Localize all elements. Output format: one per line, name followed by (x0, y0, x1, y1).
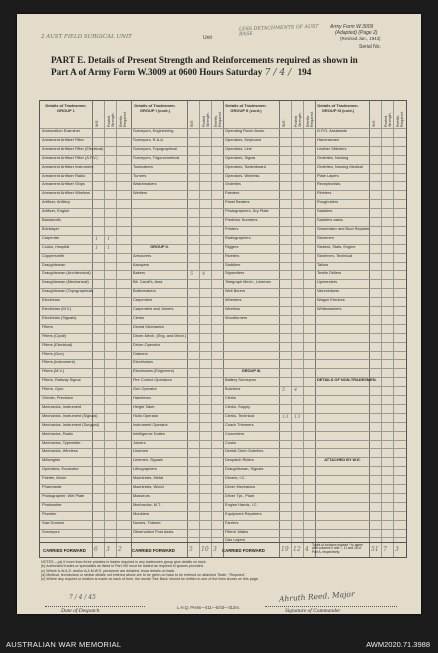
handwritten-count: 1 (107, 235, 111, 242)
trade-row-label: Upmenders (317, 279, 338, 285)
trade-row-label: Tailors (317, 261, 329, 267)
row-divider (40, 324, 406, 325)
carried-forward-value: 2 (118, 546, 122, 553)
trade-row-label: Armament Artificer Fitter (A.F.V.) (42, 154, 98, 160)
row-divider (40, 404, 406, 405)
handwritten-count: 1 (107, 244, 111, 251)
trade-row-label: G.P.O. Assistants (317, 128, 347, 133)
trade-row-label: Stokers, Stats. Engine (317, 243, 356, 249)
trade-row-label: Surveyors, R.A.A. (133, 136, 164, 142)
unit-handwritten: 2 AUST FIELD SURGICAL UNIT (41, 34, 132, 40)
trade-row-label: Pharmacist (42, 484, 62, 489)
trade-row-label: Textile Drillers (317, 270, 342, 276)
trade-row-label: Fitters (Gun) (42, 350, 64, 356)
handwritten-count: 5 (190, 271, 194, 278)
trade-row-label: Armament Artificer Fitter (Electrical) (42, 145, 104, 151)
row-divider (40, 448, 406, 449)
note-e: (e) Where any request or relation is made on back of form, the words 'See Back' should be written in one of the lines shown on this page. (41, 577, 259, 582)
trade-row-label: Storemen (317, 234, 334, 240)
trade-row-label: Shoemaker and Boot Repairer (317, 225, 370, 231)
serial-label: Serial No. (359, 44, 381, 50)
trade-row-label: Operators, Keyboard (225, 136, 262, 142)
trade-row-label: Printers (225, 225, 239, 231)
column-divider (211, 101, 212, 557)
trade-row-label: Machinists, Wood (133, 484, 164, 489)
trade-row-label: Clerks (133, 314, 145, 320)
trade-row-label: Surveyors, Engineering (133, 128, 174, 133)
trade-row-label: Woodturners (225, 314, 248, 320)
signature-label: Signature of Commander (285, 608, 341, 614)
title-line-1: PART E. Details of Present Strength and Reinforcements required as shown in (51, 55, 358, 65)
column-divider (199, 101, 200, 557)
trade-row-label: Wheelers (225, 297, 242, 303)
trade-row-label: Farriers (225, 519, 239, 525)
despatch-date-line (45, 606, 145, 607)
carried-forward-row (40, 542, 406, 558)
col-head-reinf: Reinfts. Required. (214, 111, 222, 127)
trade-row-label: GROUP II. (150, 243, 169, 249)
trade-row-label: Ammunition Examiner (42, 128, 81, 133)
carried-forward-value: 19 (281, 546, 289, 553)
trade-row-label: Riggers (225, 243, 239, 249)
trade-row-label: Clerks (225, 395, 237, 400)
trade-row-label: Height Taker (133, 403, 155, 409)
group-divider (315, 101, 316, 557)
col-head-posted: Posted Strength. (294, 112, 302, 127)
form-ref: Army Form W.3009 (330, 24, 374, 30)
trade-row-label: ATTACHED BY W.E. (324, 457, 361, 463)
group-divider (131, 101, 132, 557)
trade-row-label: Storemen, Technical (317, 252, 353, 258)
trade-row-label: Intelligence Duties (133, 430, 165, 436)
column-divider (116, 101, 117, 557)
trade-row-label: Roughriders (317, 199, 339, 205)
carried-forward-value: 4 (305, 546, 309, 553)
trade-row-label: Whitewashers (317, 306, 342, 311)
column-divider (187, 101, 188, 557)
trade-row-label: Equipment Repairers (225, 510, 262, 516)
trade-row-label: Fitters (M.V.) (42, 368, 65, 374)
trade-row-label: Clerks, Technical (225, 412, 255, 418)
trade-row-label: Machinists, Metal (133, 475, 164, 481)
handwritten-count: 4 (294, 387, 298, 394)
trade-row-label: Mechanics, Wireless (42, 448, 78, 454)
handwritten-count: 13 (282, 413, 289, 420)
trade-row-label: Driver-Mech. (Eng. and Mech.) (133, 332, 187, 338)
trade-row-label: Saddlers (317, 208, 333, 214)
form-title (51, 54, 401, 79)
trade-row-label: Hatchman (133, 395, 151, 400)
carried-forward-value: 7 (383, 546, 387, 553)
totals-note: Totals of columns marked * to agree with columns 9 and 7, 11 and 16 of Part A, respectively. (312, 543, 363, 554)
trade-row-label: Armament Artificer Ships (42, 181, 85, 187)
title-year: 194 (297, 67, 312, 77)
trade-row-label: Draughtsman, Signals (225, 466, 264, 472)
form-revised: (Revised Jan., 1943) (340, 36, 381, 41)
trade-row-label: Cooks, Hospital (42, 243, 70, 249)
trade-row-label: Plate Layers (317, 172, 339, 178)
carried-forward-value: 3 (395, 546, 399, 553)
trade-row-label: Moulders (133, 510, 150, 516)
note-a: NOTES.—(a) If more than three privates in trades required in any tradesmen group give details on back. (41, 560, 207, 564)
trade-row-label: Observation Post Assts. (133, 528, 175, 534)
trade-row-label: Carpenters (133, 297, 153, 303)
trade-row-label: Operators, Wireless (225, 172, 260, 178)
trade-row-label: Draughtsman (Topographical) (42, 288, 94, 294)
note-b: (b) Authorized trades or specialists as listed in Part VIII must be added as required in spaces provided. (41, 564, 204, 569)
row-divider (40, 395, 406, 396)
carried-forward-value: 12 (293, 546, 301, 553)
trade-row-label: Armament Artificer Wireless (42, 190, 90, 196)
trade-row-label: Gun Operator (133, 386, 157, 392)
trade-row-label: Fitters, Railway Signal (42, 377, 81, 383)
trade-row-label: Drivers, I.C. (225, 475, 246, 481)
trade-row-label: Armament Artificer Instrument (42, 163, 94, 169)
row-divider (40, 386, 406, 387)
trade-row-label: Coppersmith (42, 252, 65, 258)
row-divider (40, 475, 406, 476)
form-sheet (17, 14, 421, 614)
archive-accession-number: AWM2020.71.3988 (366, 640, 430, 649)
row-divider (40, 529, 406, 530)
trade-row-label: Saw Doctors (42, 519, 65, 525)
trade-row-label: GROUP III. (241, 368, 262, 374)
trade-row-label: Armourers (133, 252, 152, 258)
trade-row-label: Surveyors, Trigonometrical (133, 154, 180, 160)
trade-row-label: Electrician (42, 297, 60, 303)
trade-row-label: Artificer, Artillery (42, 199, 70, 205)
trade-row-label: Operators, Excavator (42, 466, 79, 472)
trade-row-label: Concreters (225, 430, 245, 436)
group-divider (223, 101, 224, 557)
handwritten-count: 5 (282, 387, 286, 394)
handwritten-note: LESS DETACHMENTS OF AUST BASE (238, 24, 319, 38)
trade-row-label: Linemen (133, 448, 148, 454)
trade-row-label: Signwriters (225, 270, 245, 276)
row-divider (40, 520, 406, 521)
row-divider (40, 537, 406, 538)
carried-forward-label-2: CARRIED FORWARD (132, 548, 175, 553)
trade-row-label: Valuminisers (317, 288, 339, 294)
col-head-we: W.E. (95, 119, 99, 127)
trade-row-label: Instrument Operator (133, 421, 168, 427)
trade-row-label: Predictor Numbers (225, 217, 258, 222)
title-line-2: Part A of Army Form W.3009 at 0600 Hours Saturday 7 / 4 / 194 (51, 67, 312, 78)
trade-row-label: Fitters (Cycle) (42, 332, 67, 338)
row-divider (40, 502, 406, 503)
notes-block (41, 560, 401, 581)
row-divider (40, 493, 406, 494)
trade-row-label: Coach Trimmers (225, 421, 254, 427)
trade-row-label: Butchers (225, 386, 241, 392)
trade-row-label: Draughtsman (Architectural) (42, 270, 91, 276)
col-head-group1: Details of Tradesmen. GROUP I. (45, 103, 87, 113)
column-divider (104, 101, 105, 557)
trade-row-label: Turners (133, 172, 147, 178)
trade-row-label: Bricklayer (42, 225, 60, 231)
trade-row-label: Photographer, Wet Plate (42, 492, 85, 498)
commander-signature: Ahruth Reed, Major (278, 589, 355, 604)
trade-row-label: Mechanics, Instrument (42, 403, 82, 409)
title-date: 7 / 4 / (264, 67, 292, 78)
trade-row-label: Millwrights (42, 457, 61, 463)
col-head-we: W.E. (282, 119, 286, 127)
despatch-date-label: Date of Despatch (61, 608, 100, 614)
column-divider (291, 101, 292, 557)
carried-forward-value: 5 (189, 546, 193, 553)
trade-row-label: Orderlies (225, 181, 241, 187)
trade-row-label: Draughtsman (Mechanical) (42, 279, 89, 285)
trade-row-label: Cooks (225, 439, 237, 445)
trade-row-label: Mechanics, Instrument (Signals) (42, 412, 98, 418)
trade-row-label: Surveyors, Topographical (133, 145, 177, 151)
row-divider (40, 484, 406, 485)
col-head-reinf: Reinfts. Required. (306, 111, 314, 127)
trade-row-label: Painter, Motor (42, 475, 67, 481)
trade-row-label: Artificer, Engine (42, 208, 70, 214)
col-head-reinf: Reinfts. Required. (396, 111, 404, 127)
handwritten-count: 4 (202, 271, 206, 278)
trade-row-label: Bakers (133, 270, 146, 276)
trade-row-label: Photographers, Dry Plate (225, 208, 269, 214)
row-divider (40, 368, 406, 369)
trade-row-label: Draughtsman (42, 261, 66, 267)
trade-row-label: Well Borers (225, 288, 246, 294)
trade-row-label: Painters (225, 190, 240, 196)
trade-row-label: Mechanics, Instrument (Surgical) (42, 421, 99, 427)
trade-row-label: Wagon Erectors (317, 297, 345, 303)
trade-row-label: Fitters (Instrument) (42, 359, 75, 365)
row-divider (40, 333, 406, 334)
trade-row-label: Panel Beaters (225, 199, 250, 205)
trade-row-label: Toolmakers (133, 163, 153, 169)
trade-row-label: Electrician (M.V.) (42, 306, 72, 311)
trade-row-label: Mechanics, Typewriter (42, 439, 81, 445)
handwritten-count: 1 (95, 244, 99, 251)
trade-row-label: Dental Mechanics (133, 323, 164, 329)
col-head-we: W.E. (190, 119, 194, 127)
col-head-group3-cont: Details of Tradesmen. GROUP III (cont.) (317, 103, 359, 113)
trade-row-label: Linemen, Signals (133, 457, 163, 463)
carried-forward-value: 3 (106, 546, 110, 553)
row-divider (40, 359, 406, 360)
trade-row-label: Armament Artificer Radio (42, 172, 86, 178)
trade-row-label: Despatch Riders (225, 457, 254, 463)
col-head-reinf: Reinfts. Required. (119, 111, 127, 127)
carried-forward-value: 10 (201, 546, 209, 553)
trade-row-label: Masseurs (133, 492, 150, 498)
carried-forward-label-1: CARRIED FORWARD (43, 548, 86, 553)
trade-row-label: Harnessmen (317, 136, 340, 142)
trade-row-label: Operators, Switchboard (225, 163, 266, 169)
col-head-group2-cont: Details of Tradesmen. GROUP II (cont.) (225, 103, 267, 113)
column-divider (303, 101, 304, 557)
trade-row-label: Driver Mechanics (225, 484, 256, 489)
trade-row-label: Hollo Operator (133, 412, 159, 418)
trade-row-label: Electrician (Signals) (42, 314, 77, 320)
trade-row-label: Engine Hands, I.C. (225, 501, 258, 507)
col-head-group1-cont: Details of Tradesmen. GROUP I (cont.) (134, 103, 176, 113)
trade-row-label: Riveters (317, 190, 332, 196)
row-divider (40, 511, 406, 512)
row-divider (40, 351, 406, 352)
trade-row-label: Fitters (Electrical) (42, 341, 73, 347)
unit-label: Unit (203, 35, 212, 41)
trade-row-label: Lithographers (133, 466, 157, 472)
trade-row-label: Wireless (225, 306, 240, 311)
trade-row-label: Gas Layers (225, 537, 245, 543)
form-adapted: (Adapted) (Page 2) (335, 30, 378, 36)
trade-row-label: Carpenters and Joiners (133, 306, 174, 311)
trade-row-label: Saddlers assts. (317, 217, 344, 222)
trade-row-label: Fire Control Operators (133, 377, 172, 383)
trade-row-label: Blacksmith (42, 217, 61, 222)
trade-row-label: Fitters' Mates (225, 528, 249, 534)
trade-row-label: Surveyors (42, 528, 60, 534)
trade-row-label: Electricians (133, 359, 153, 365)
trade-row-label: Orderlies, Nursing Medical (317, 163, 363, 169)
trade-row-label: Welders (133, 190, 148, 196)
column-divider (92, 101, 93, 557)
trade-row-label: DETAILS OF NON-TRADESMEN. (317, 377, 377, 383)
row-divider (40, 440, 406, 441)
column-divider (279, 101, 280, 557)
column-divider (369, 101, 370, 557)
trade-row-label: Mechanics, M.T. (133, 501, 162, 507)
trade-row-label: Telegraph Mech., Lineman (225, 279, 271, 285)
archive-caption: AUSTRALIAN WAR MEMORIAL (6, 640, 122, 649)
trade-row-label: Radiographers (225, 234, 251, 240)
trade-row-label: Carpenter (42, 234, 60, 240)
handwritten-count: 1 (95, 235, 99, 242)
trade-row-label: Saddlers (225, 261, 241, 267)
trade-row-label: Photowriter (42, 501, 62, 507)
trade-row-label: Clerks, Supply (225, 403, 251, 409)
col-head-we: W.E. (372, 119, 376, 127)
trade-row-label: Operators, Signal (225, 154, 256, 160)
trade-row-label: Boilermakers (133, 288, 156, 294)
col-head-posted: Posted Strength. (384, 112, 392, 127)
trade-row-label: Plumber (42, 510, 57, 516)
trade-row-label: Dental Clerk Orderlies (225, 448, 264, 454)
carried-forward-value: 3 (213, 546, 217, 553)
trade-row-label: Armament Artificer Fitter (42, 136, 84, 142)
note-d: (d) Medical, technicians or similar details not entered above are to be given on back to be entered on attached 'State', 'Required'. (41, 572, 246, 577)
trade-row-label: Watchmakers (133, 181, 157, 187)
strength-table (39, 100, 407, 558)
trade-row-label: Driver-Operator (133, 341, 161, 347)
trade-row-label: Riveters (225, 252, 240, 258)
carried-forward-value: 6 (94, 546, 98, 553)
press-imprint: L.H.Q. Press—411—5/43—312m. (177, 605, 240, 610)
trade-row-label: Blt. Candl's, Asst. (133, 279, 164, 285)
trade-row-label: Electricians (Engineers) (133, 368, 175, 374)
trade-row-label: Grinder, Precision (42, 395, 73, 400)
handwritten-count: 13 (294, 413, 301, 420)
trade-row-label: Receptionists (317, 181, 341, 187)
column-divider (381, 101, 382, 557)
trade-row-label: Drainers (133, 350, 148, 356)
trade-row-label: Mechanics, Radio (42, 430, 73, 436)
trade-row-label: Fitters, Gyro (42, 386, 64, 392)
col-head-posted: Posted Strength. (107, 112, 115, 127)
carried-forward-label-3: CARRIED FORWARD (222, 548, 265, 553)
trade-row-label: Assayers (133, 261, 149, 267)
signature-line (265, 606, 397, 607)
trade-row-label: Orderlies, Nursing (317, 154, 349, 160)
trade-row-label: Driver Tpt., Plant (225, 492, 255, 498)
column-divider (393, 101, 394, 557)
col-head-posted: Posted Strength. (202, 112, 210, 127)
row-divider (40, 315, 406, 316)
row-divider (40, 342, 406, 343)
trade-row-label: Fitters (42, 323, 53, 329)
trade-row-label: Joiners (133, 439, 146, 445)
row-divider (40, 466, 406, 467)
trade-row-label: Operators, Line (225, 145, 252, 151)
trade-row-label: Operating Room Assts. (225, 128, 266, 133)
trade-row-label: Nurses, Trained (133, 519, 161, 525)
despatch-date-hand: 7 / 4 / 45 (69, 594, 96, 601)
trade-row-label: Leather Stitchers (317, 145, 347, 151)
carried-forward-value: 51 (371, 546, 379, 553)
row-divider (40, 431, 406, 432)
note-c: (c) Where A.W.A.S. and/or A.A.M.W.S. personnel are detailed, show details on back. (41, 568, 176, 573)
trade-row-label: Battery Surveyors (225, 377, 256, 383)
